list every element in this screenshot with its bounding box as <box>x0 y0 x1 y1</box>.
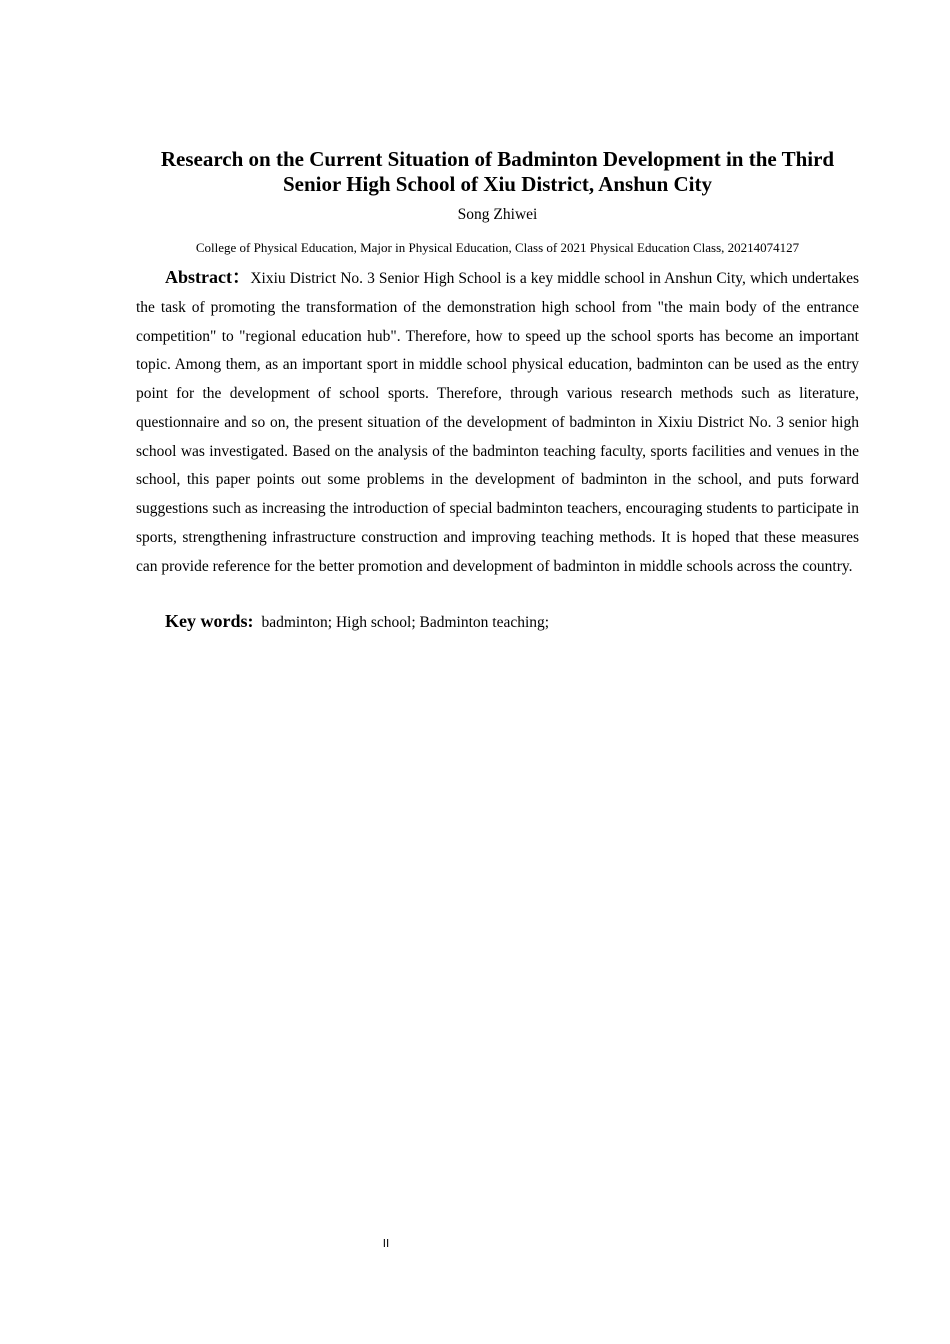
author-affiliation: College of Physical Education, Major in Physical Education, Class of 2021 Physical Education Class, 20214074127 <box>195 240 800 255</box>
abstract-text: Xixiu District No. 3 Senior High School is a key middle school in Anshun City, which undertakes the task of promoting the transformation of the demonstration high school from "the main body of the entrance competition" to "regional education hub". Therefore, how to speed up the school sports has become an important topic. Among them, as an important sport in middle school physical education, badminton can be used as the entry point for the development of school sports. Therefore, through various research methods such as literature, questionnaire and so on, the present situation of the development of badminton in Xixiu District No. 3 senior high school was investigated. Based on the analysis of the badminton teaching faculty, sports facilities and venues in the school, this paper points out some problems in the development of badminton in the school, and puts forward suggestions such as increasing the introduction of special badminton teachers, encouraging students to participate in sports, strengthening infrastructure construction and improving teaching methods. It is hoped that these measures can provide reference for the better promotion and development of badminton in middle schools across the country. <box>136 270 860 575</box>
abstract-label: Abstract： <box>165 267 251 287</box>
abstract-paragraph <box>136 263 859 581</box>
keywords-paragraph <box>136 607 859 637</box>
paper-title: Research on the Current Situation of Badminton Development in the Third Senior High School of Xiu District, Anshun City <box>160 147 835 196</box>
author-name: Song Zhiwei <box>457 206 538 223</box>
keywords-text: badminton; High school; Badminton teaching; <box>261 614 550 631</box>
keywords-label: Key words: <box>165 611 254 631</box>
page-number: II <box>382 1237 390 1250</box>
